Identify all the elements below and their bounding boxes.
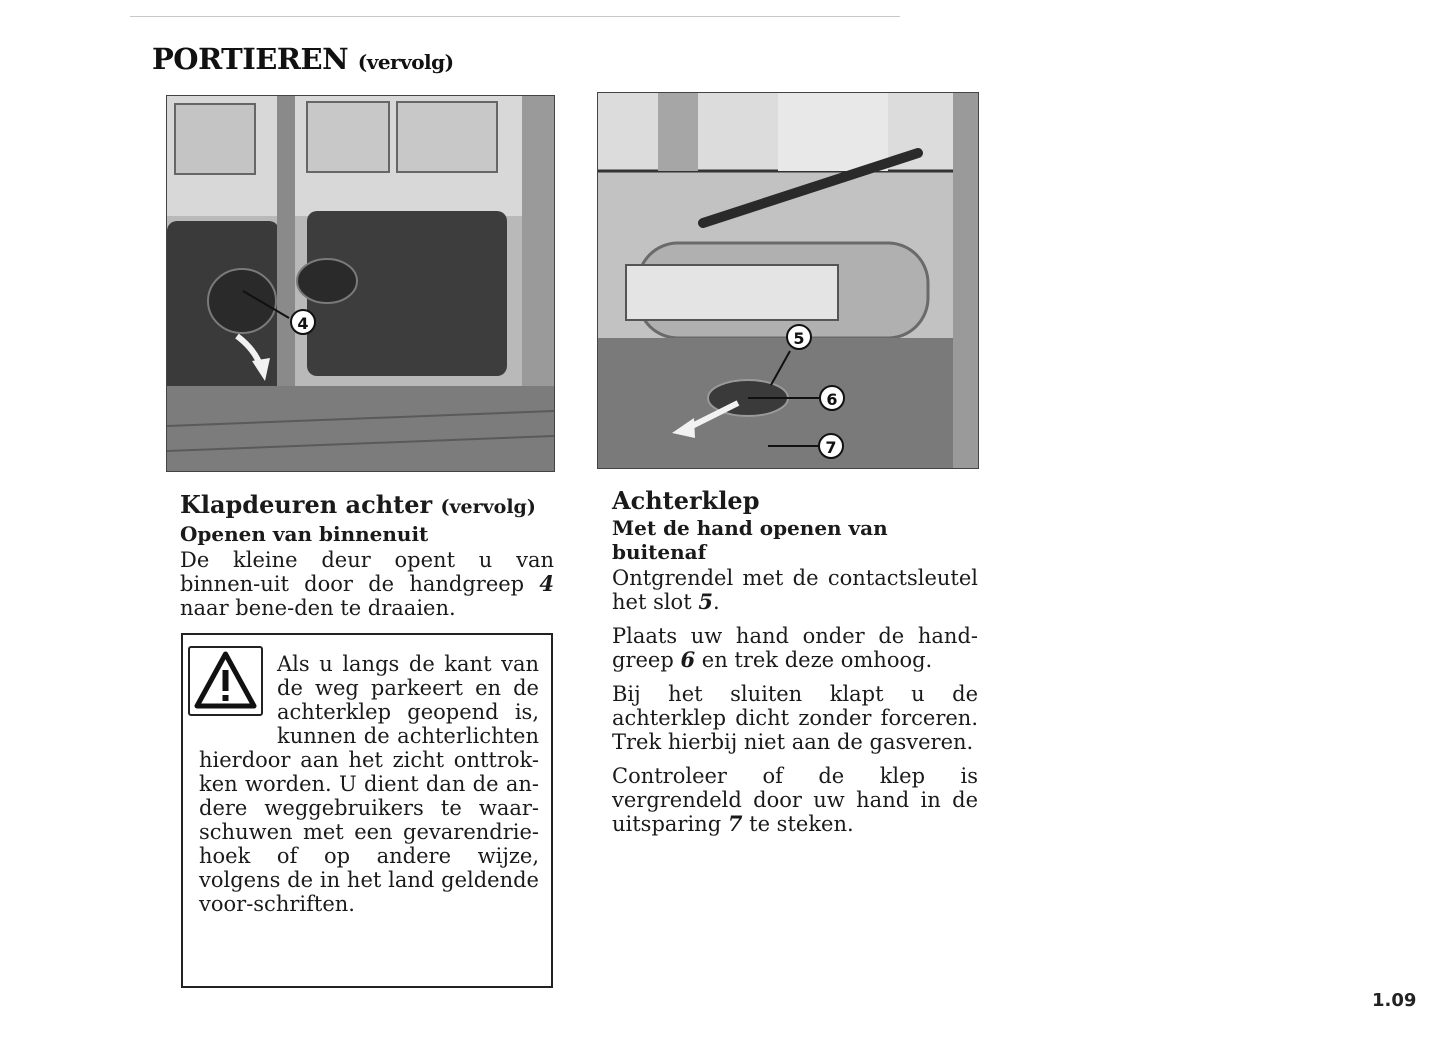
top-rule: [130, 16, 900, 17]
paragraph-unlock: [612, 566, 978, 614]
reference-number: 4: [539, 571, 554, 596]
reference-number: 6: [680, 647, 696, 672]
heading-suffix: (vervolg): [440, 496, 536, 518]
text-part: Controleer of de klep is vergrendeld door uw hand in de uitsparing: [612, 764, 978, 836]
subheading-outside: Met de hand openen van buitenaf: [612, 516, 888, 564]
page-title-main: PORTIEREN: [152, 42, 349, 76]
rear-doors-illustration: [167, 96, 554, 471]
paragraph-handle: [612, 624, 978, 672]
paragraph-closing: Bij het sluiten klapt u de achterklep dicht zonder forceren. Trek hierbij niet aan de gasveren.: [612, 682, 978, 754]
paragraph-check-lock: [612, 764, 978, 836]
callout-4: 4: [297, 314, 309, 333]
text-part: .: [712, 590, 720, 614]
text-part: Plaats uw hand onder de hand-greep: [612, 624, 978, 672]
page-title: [152, 42, 454, 76]
text-part: en trek deze omhoog.: [695, 648, 933, 672]
text-part: Ontgrendel met de contactsleutel het slot: [612, 566, 978, 614]
text-part: naar bene-den te draaien.: [180, 596, 456, 620]
rear-doors-inside-photo: [166, 95, 555, 472]
page-number: 1.09: [1372, 990, 1417, 1011]
reference-number: 7: [727, 811, 743, 836]
text-part: De kleine deur opent u van binnen-uit door de handgreep: [180, 548, 554, 596]
subheading-inside: Openen van binnenuit: [180, 522, 429, 546]
warning-text: Als u langs de kant van de weg parkeert en de achterklep geopend is, kunnen de achterlichten hierdoor aan het zicht onttrok-ken worden. U dient dan de an-dere weggebruikers te waar-schuwen met een gevarendrie-hoek of op andere wijze, volgens de in het land geldende voor-schriften.: [199, 652, 539, 916]
callout-7: 7: [825, 438, 837, 457]
text-part: te steken.: [742, 812, 854, 836]
reference-number: 5: [698, 589, 713, 614]
page-title-suffix: (vervolg): [357, 50, 454, 74]
heading-text: Klapdeuren achter: [180, 490, 433, 519]
warning-box: [181, 633, 553, 988]
paragraph-open-inside: [180, 548, 554, 620]
callout-6: 6: [826, 390, 838, 409]
section-heading-tailgate: Achterklep: [612, 486, 760, 515]
warning-text-block: [199, 652, 539, 916]
tailgate-illustration: [598, 93, 978, 468]
left-column: [180, 490, 554, 630]
right-column: [612, 486, 978, 846]
tailgate-outside-photo: [597, 92, 979, 469]
section-heading-doors: [180, 490, 554, 522]
callout-5: 5: [793, 329, 805, 348]
